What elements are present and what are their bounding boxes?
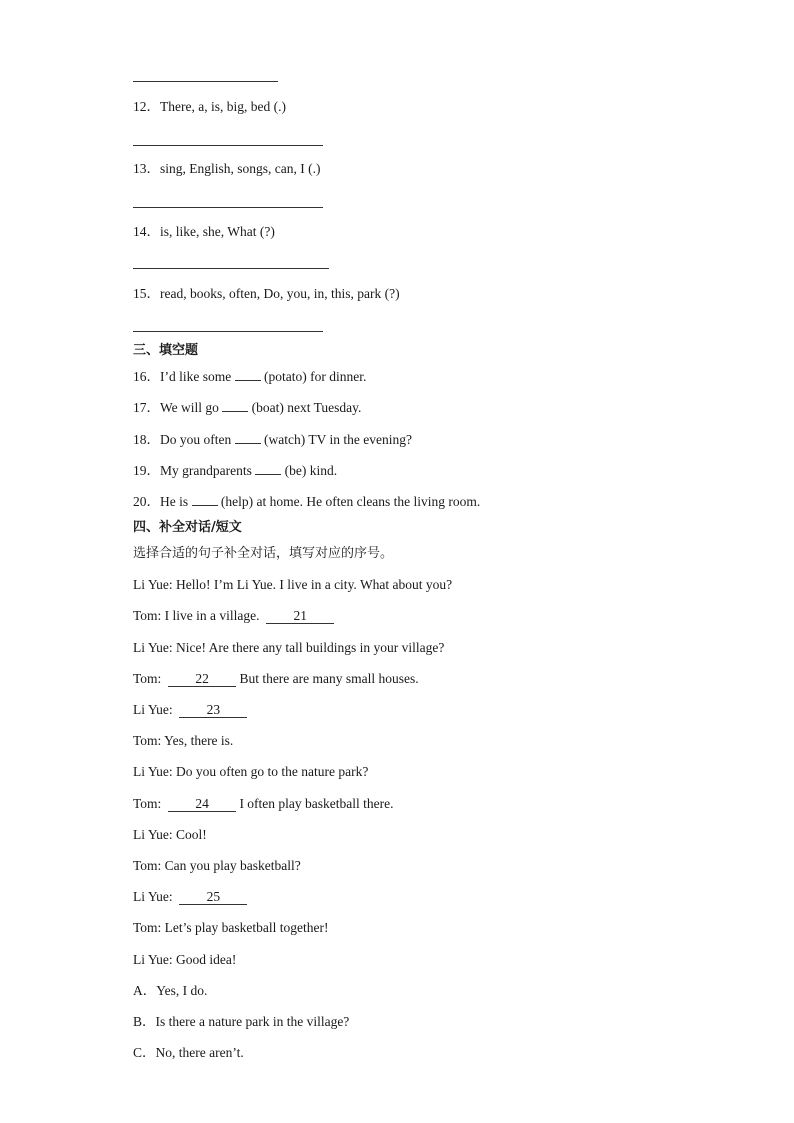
option-text: Yes, I do. [156,983,208,998]
question-number: 18． [133,432,160,447]
answer-blank-22[interactable]: 22 [168,672,236,687]
dialogue-line [133,888,247,906]
question-number: 12． [133,99,160,114]
answer-line [133,145,323,146]
question-text: I’d like some [160,369,235,384]
question-16 [133,368,366,386]
option-text: Is there a nature park in the village? [155,1014,350,1029]
question-18 [133,431,412,449]
answer-line [133,81,278,82]
question-text: (watch) TV in the evening? [260,432,412,447]
question-text: My grandparents [160,463,256,478]
dialogue-text: I often play basketball there. [236,796,394,811]
option-text: No, there aren’t. [155,1045,244,1060]
answer-blank[interactable] [235,380,261,381]
question-text: (potato) for dinner. [260,369,367,384]
question-number: 20． [133,494,160,509]
question-text: (be) kind. [281,463,338,478]
dialogue-text: Li Yue: [133,702,176,717]
answer-blank[interactable] [235,443,261,444]
dialogue-line: Tom: Yes, there is. [133,733,234,748]
question-15 [133,285,400,303]
question-text: He is [160,494,192,509]
answer-line [133,207,323,208]
dialogue-line: Tom: Can you play basketball? [133,858,301,873]
option-letter: C． [133,1045,156,1060]
dialogue-line [133,607,334,625]
answer-blank-25[interactable]: 25 [179,890,247,905]
answer-line [133,331,323,332]
question-text: Do you often [160,432,235,447]
option-a [133,982,207,1000]
question-20 [133,493,480,511]
answer-line [133,268,329,269]
section-heading-dialogue: 四、补全对话/短文 [133,520,242,535]
option-letter: A． [133,983,157,998]
question-number: 15． [133,286,160,301]
dialogue-text: Tom: [133,796,165,811]
option-b [133,1013,349,1031]
dialogue-text: Tom: I live in a village. [133,608,263,623]
dialogue-line: Li Yue: Nice! Are there any tall buildings in your village? [133,640,445,655]
question-12 [133,98,286,116]
question-number: 16． [133,369,160,384]
answer-blank[interactable] [192,505,218,506]
question-number: 19． [133,463,160,478]
question-number: 13． [133,161,160,176]
dialogue-text: Li Yue: [133,889,176,904]
question-17 [133,399,361,417]
dialogue-text: But there are many small houses. [236,671,419,686]
dialogue-line: Li Yue: Hello! I’m Li Yue. I live in a city. What about you? [133,577,453,592]
dialogue-line: Li Yue: Do you often go to the nature park? [133,764,369,779]
dialogue-text: Tom: [133,671,165,686]
question-14 [133,223,275,241]
answer-blank-24[interactable]: 24 [168,797,236,812]
question-13 [133,160,320,178]
dialogue-line: Tom: Let’s play basketball together! [133,920,329,935]
dialogue-line: Li Yue: Cool! [133,827,207,842]
dialogue-line [133,701,247,719]
question-text: sing, English, songs, can, I (.) [160,161,321,176]
question-text: is, like, she, What (?) [160,224,275,239]
dialogue-line: Li Yue: Good idea! [133,952,237,967]
question-text: (help) at home. He often cleans the living room. [217,494,481,509]
question-text: We will go [160,400,223,415]
answer-blank[interactable] [222,411,248,412]
option-c [133,1044,244,1062]
answer-blank-21[interactable]: 21 [266,609,334,624]
section-heading-fill-blank: 三、填空题 [133,343,199,358]
section-instruction: 选择合适的句子补全对话，填写对应的序号。 [133,546,394,561]
dialogue-line [133,670,419,688]
question-text: read, books, often, Do, you, in, this, park (?) [160,286,400,301]
question-19 [133,462,337,480]
option-letter: B． [133,1014,156,1029]
question-number: 14． [133,224,160,239]
answer-blank[interactable] [255,474,281,475]
question-number: 17． [133,400,160,415]
answer-blank-23[interactable]: 23 [179,703,247,718]
dialogue-line [133,795,394,813]
question-text: (boat) next Tuesday. [248,400,362,415]
question-text: There, a, is, big, bed (.) [160,99,286,114]
